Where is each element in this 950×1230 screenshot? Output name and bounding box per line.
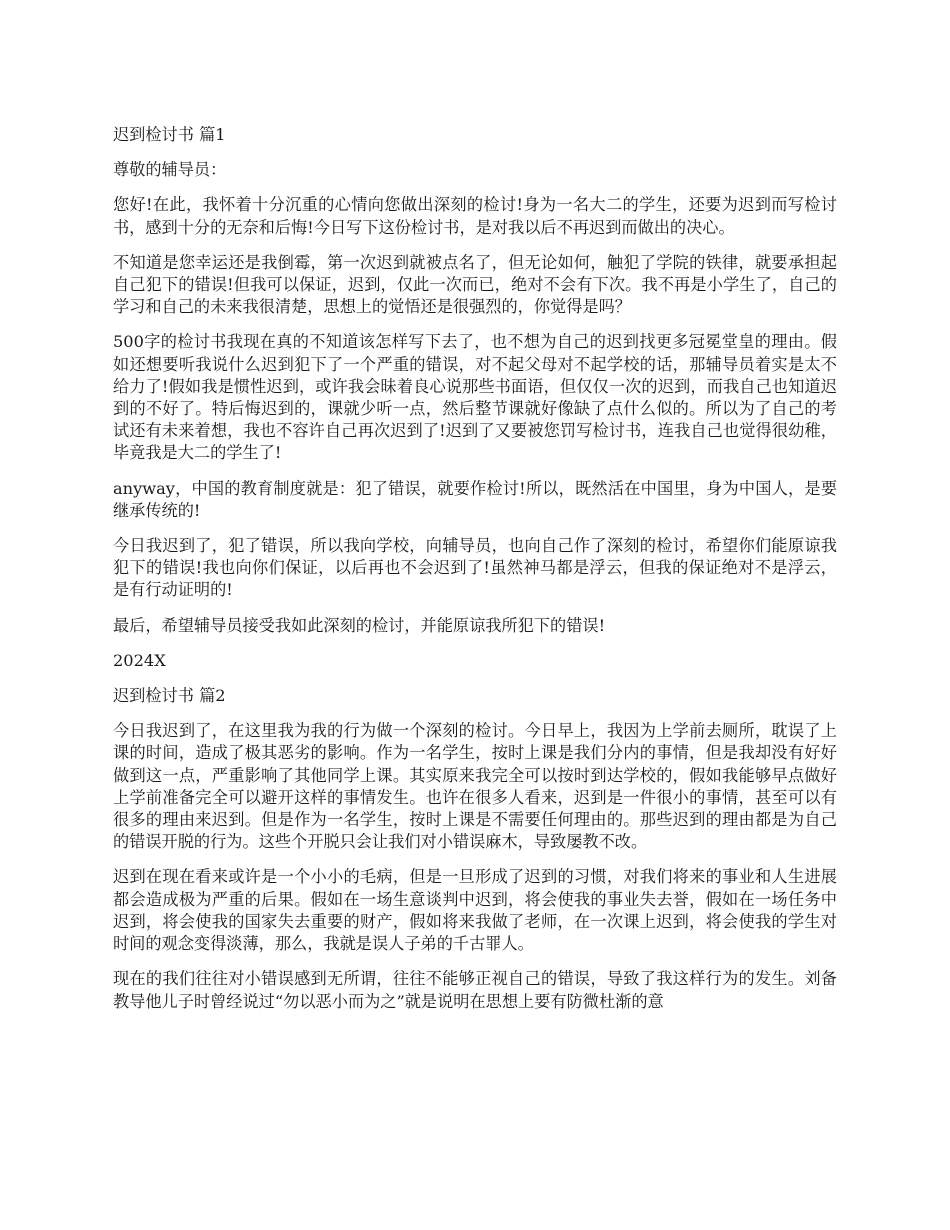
body-paragraph: 不知道是您幸运还是我倒霉，第一次迟到就被点名了，但无论如何，触犯了学院的铁律，就要承担起自己犯下的错误!但我可以保证，迟到，仅此一次而已，绝对不会有下次。我不再是小学生了，自己的学习和自己的未来我很清楚，思想上的觉悟还是很强烈的，你觉得是吗？ xyxy=(113,252,837,317)
body-paragraph: 今日我迟到了，犯了错误，所以我向学校，向辅导员，也向自己作了深刻的检讨，希望你们能原谅我犯下的错误!我也向你们保证，以后再也不会迟到了!虽然神马都是浮云，但我的保证绝对不是浮云，是有行动证明的! xyxy=(113,536,837,600)
document-page xyxy=(113,124,837,1026)
section-heading-1: 迟到检讨书 篇1 xyxy=(113,125,226,144)
date-line: 2024X xyxy=(113,650,166,670)
body-paragraph: 迟到在现在看来或许是一个小小的毛病，但是一旦形成了迟到的习惯，对我们将来的事业和人生进展都会造成极为严重的后果。假如在一场生意谈判中迟到，将会使我的事业失去誉，假如在一场任务中迟到，将会使我的国家失去重要的财产，假如将来我做了老师，在一次课上迟到，将会使我的学生对时间的观念变得淡薄，那么，我就是误人子弟的千古罪人。 xyxy=(113,867,837,954)
body-paragraph: 您好!在此，我怀着十分沉重的心情向您做出深刻的检讨!身为一名大二的学生，还要为迟到而写检讨书，感到十分的无奈和后悔!今日写下这份检讨书，是对我以后不再迟到而做出的决心。 xyxy=(113,195,837,237)
section-heading-2: 迟到检讨书 篇2 xyxy=(113,686,226,706)
salutation: 尊敬的辅导员： xyxy=(113,160,227,180)
body-paragraph: 今日我迟到了，在这里我为我的行为做一个深刻的检讨。今日早上，我因为上学前去厕所，耽误了上课的时间，造成了极其恶劣的影响。作为一名学生，按时上课是我们分内的事情，但是我却没有好好做到这一点，严重影响了其他同学上课。其实原来我完全可以按时到达学校的，假如我能够早点做好上学前准备完全可以避开这样的事情发生。也许在很多人看来，迟到是一件很小的事情，甚至可以有很多的理由来迟到。但是作为一名学生，按时上课是不需要任何理由的。那些迟到的理由都是为自己的错误开脱的行为。这些个开脱只会让我们对小错误麻木，导致屡教不改。 xyxy=(113,721,837,852)
closing-paragraph: 最后，希望辅导员接受我如此深刻的检讨，并能原谅我所犯下的错误! xyxy=(113,615,606,635)
body-paragraph: 500字的检讨书我现在真的不知道该怎样写下去了，也不想为自己的迟到找更多冠冕堂皇的理由。假如还想要听我说什么迟到犯下了一个严重的错误，对不起父母对不起学校的话，那辅导员着实是太不给力了!假如我是惯性迟到，或许我会昧着良心说那些书面语，但仅仅一次的迟到，而我自己也知道迟到的不好了。特后悔迟到的，课就少听一点，然后整节课就好像缺了点什么似的。所以为了自己的考试还有未来着想，我也不容许自己再次迟到了!迟到了又要被您罚写检讨书，连我自己也觉得很幼稚，毕竟我是大二的学生了! xyxy=(113,332,837,463)
body-paragraph: 现在的我们往往对小错误感到无所谓，往往不能够正视自己的错误，导致了我这样行为的发生。刘备教导他儿子时曾经说过“勿以恶小而为之”就是说明在思想上要有防微杜渐的意 xyxy=(113,969,837,1011)
body-paragraph: anyway，中国的教育制度就是：犯了错误，就要作检讨!所以，既然活在中国里，身为中国人，是要继承传统的! xyxy=(113,478,837,520)
